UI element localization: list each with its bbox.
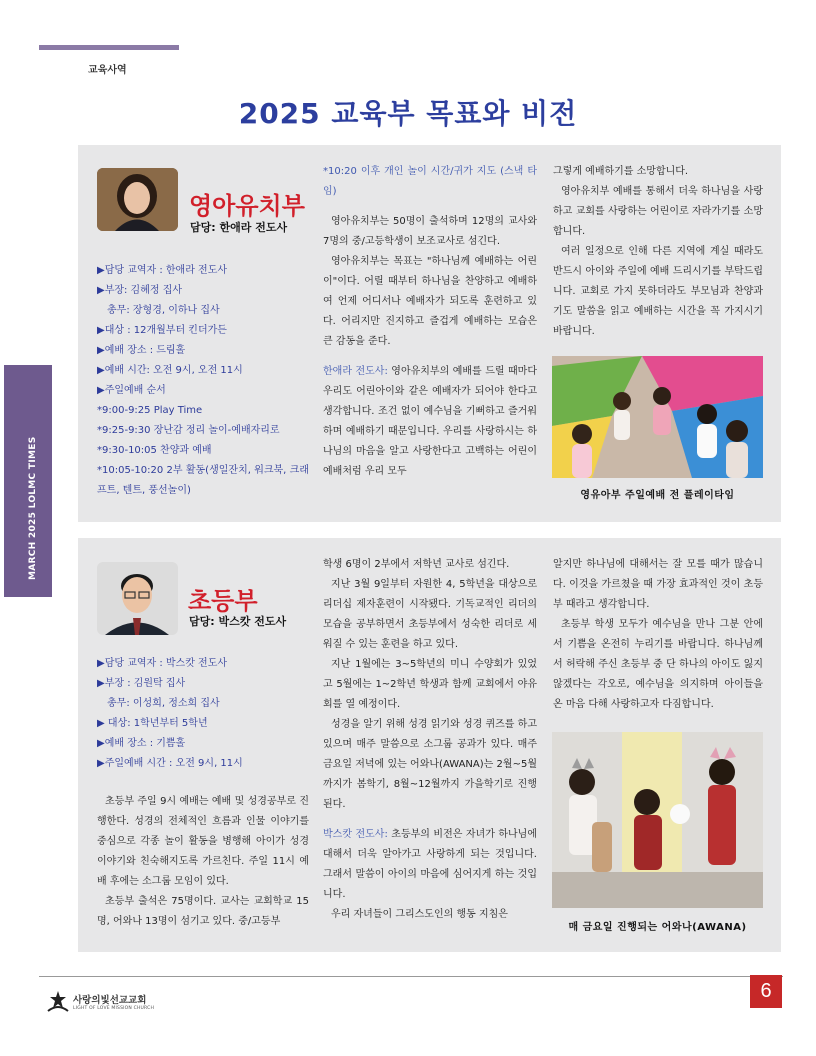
church-name-english: LIGHT OF LOVE MISSION CHURCH [73, 1006, 155, 1011]
info-item: ▶예배 장소 : 드림홀 [97, 345, 186, 356]
header-accent-bar [39, 45, 179, 50]
teacher-lead: 한애라 전도사: [323, 366, 388, 377]
paragraph [323, 825, 537, 905]
info-item: ▶대상 : 12개월부터 킨더가든 [97, 325, 227, 336]
paragraph: 지난 3월 9일부터 자원한 4, 5학년을 대상으로 리더십 제자훈련이 시작됐다. 기독교적인 리더의 모습을 공부하면서 초등부에서 성숙한 리더로 세워질 수 있는 훈련을 하고 있다. [323, 579, 537, 650]
info-item: *10:05-10:20 2부 활동(생일잔치, 워크북, 크래프트, 텐트, 풍선놀이) [97, 465, 309, 496]
elementary-in-charge: 담당: 박스캇 전도사 [189, 615, 287, 628]
preschool-column-2 [323, 162, 537, 482]
info-item: ▶담당 교역자 : 박스캇 전도사 [97, 658, 228, 669]
paragraph: 영아유치부는 50명이 출석하며 12명의 교사와 7명의 중/고등학생이 보조교사로 섬긴다. [323, 216, 537, 247]
info-item: ▶부장: 김혜정 집사 [97, 285, 183, 296]
paragraph-text: 영아유치부의 예배를 드릴 때마다 우리도 어린아이와 같은 예배자가 되어야 한다고 생각합니다. 조건 없이 예수님을 기뻐하고 즐거워하며 예배하기 때문입니다. 우리를 사랑하시는 하나님의 마음을 알고 사랑한다고 고백하는 어린이 예배처럼 우리 모두 [323, 366, 537, 477]
preschool-teacher-avatar [97, 168, 178, 231]
info-item: ▶주일예배 순서 [97, 385, 166, 396]
paragraph [323, 362, 537, 482]
page-title: 2025 교육부 목표와 비전 [238, 97, 578, 130]
paragraph: 학생 6명이 2부에서 저학년 교사로 섬긴다. [323, 559, 510, 570]
elementary-photo-caption: 매 금요일 진행되는 어와나(AWANA) [568, 922, 747, 933]
preschool-note: *10:20 이후 개인 놀이 시간/귀가 지도 (스낵 타임) [323, 166, 537, 197]
sidebar-issue-label: MARCH 2025 LOLMC TIMES [28, 436, 38, 580]
elementary-column-1 [97, 792, 309, 932]
page-number: 6 [750, 975, 782, 1008]
church-logo-icon [46, 989, 70, 1017]
paragraph: 영아유치부 예배를 통해서 더욱 하나님을 사랑하고 교회를 사랑하는 어린이로 자라가기를 소망합니다. [553, 186, 763, 237]
paragraph: 그렇게 예배하기를 소망합니다. [553, 166, 689, 177]
preschool-in-charge: 담당: 한애라 전도사 [190, 221, 288, 234]
teacher-lead: 박스캇 전도사: [323, 829, 388, 840]
elementary-awana-photo [552, 732, 763, 908]
preschool-info-list [97, 261, 309, 501]
paragraph: 초등부 학생 모두가 예수님을 만나 그분 안에서 기쁨을 온전히 누리기를 바랍니다. 하나님께서 허락해 주신 초등부 중 단 하나의 아이도 잃지 않겠다는 각오로, 예수님을 의지하며 아이들을 온 마음 다해 사랑하고자 다짐합니다. [553, 619, 763, 710]
paragraph: 여러 일정으로 인해 다른 지역에 계실 때라도 반드시 아이와 주일에 예배 드리시기를 부탁드립니다. 교회로 가지 못하더라도 부모님과 찬양과 기도 말씀을 읽고 예배하는 시간을 꼭 가지시기 바랍니다. [553, 246, 763, 337]
info-item: ▶부장 : 김원탁 집사 [97, 678, 186, 689]
elementary-teacher-avatar [97, 562, 178, 635]
paragraph: 지난 1월에는 3~5학년의 미니 수양회가 있었고 5월에는 1~2학년 학생과 함께 교회에서 야유회를 열 예정이다. [323, 659, 537, 710]
info-item: ▶ 대상: 1학년부터 5학년 [97, 718, 208, 729]
info-item: ▶예배 장소 : 기쁨홀 [97, 738, 186, 749]
info-item: 총무: 장형경, 이하나 집사 [107, 305, 220, 316]
paragraph: 초등부 출석은 75명이다. 교사는 교회학교 15명, 어와나 13명이 섬기고 있다. 중/고등부 [97, 896, 309, 927]
paragraph: 초등부 주일 9시 예배는 예배 및 성경공부로 진행한다. 성경의 전체적인 흐름과 인물 이야기를 중심으로 각종 놀이 활동을 병행해 아이가 성경 이야기와 친숙해지도록 가르친다. 주일 11시 예배 후에는 소그룹 모임이 있다. [97, 796, 309, 887]
elementary-column-2 [323, 555, 537, 925]
preschool-dept-name: 영아유치부 [189, 192, 305, 220]
footer-divider [39, 976, 783, 977]
preschool-playtime-photo [552, 356, 763, 478]
paragraph-text: 초등부의 비전은 자녀가 하나님에 대해서 더욱 알아가고 사랑하게 되는 것입니다. 그래서 말씀이 아이의 마음에 심어지게 하는 것입니다. [323, 829, 537, 900]
info-item: ▶예배 시간: 오전 9시, 오전 11시 [97, 365, 243, 376]
info-item: ▶주일예배 시간 : 오전 9시, 11시 [97, 758, 243, 769]
elementary-dept-name: 초등부 [188, 587, 258, 615]
section-tag: 교육사역 [88, 65, 127, 76]
paragraph: 우리 자녀들이 그리스도인의 행동 지침은 [331, 909, 508, 920]
paragraph: 영아유치부는 목표는 "하나님께 예배하는 어린이"이다. 어릴 때부터 하나님을 찬양하고 예배하여 언제 어디서나 예배자가 되도록 훈련하고 있다. 어리지만 진지하고 즐겁게 예배하는 모습은 큰 감동을 준다. [323, 256, 537, 347]
elementary-info-list [97, 654, 309, 774]
preschool-column-3 [553, 162, 763, 342]
info-item: *9:25-9:30 장난감 정리 놀이-예배자리로 [97, 425, 280, 436]
preschool-photo-caption: 영유아부 주일예배 전 플레이타임 [580, 490, 735, 501]
paragraph: 성경을 알기 위해 성경 읽기와 성경 퀴즈를 하고 있으며 매주 말씀으로 소그룹 공과가 있다. 매주 금요일 저녁에 있는 어와나(AWANA)는 2월~5월까지가 봄학기, 8월~12월까지 가을학기로 진행된다. [323, 719, 537, 810]
info-item: 총무: 이성희, 정소희 집사 [107, 698, 220, 709]
paragraph: 알지만 하나님에 대해서는 잘 모를 때가 많습니다. 이것을 가르쳤을 때 가장 효과적인 것이 초등부 때라고 생각합니다. [553, 559, 763, 610]
church-name: 사랑의빛선교교회 [73, 995, 147, 1006]
elementary-column-3 [553, 555, 763, 715]
info-item: ▶담당 교역자 : 한애라 전도사 [97, 265, 228, 276]
info-item: *9:00-9:25 Play Time [97, 405, 203, 416]
info-item: *9:30-10:05 찬양과 예배 [97, 445, 212, 456]
